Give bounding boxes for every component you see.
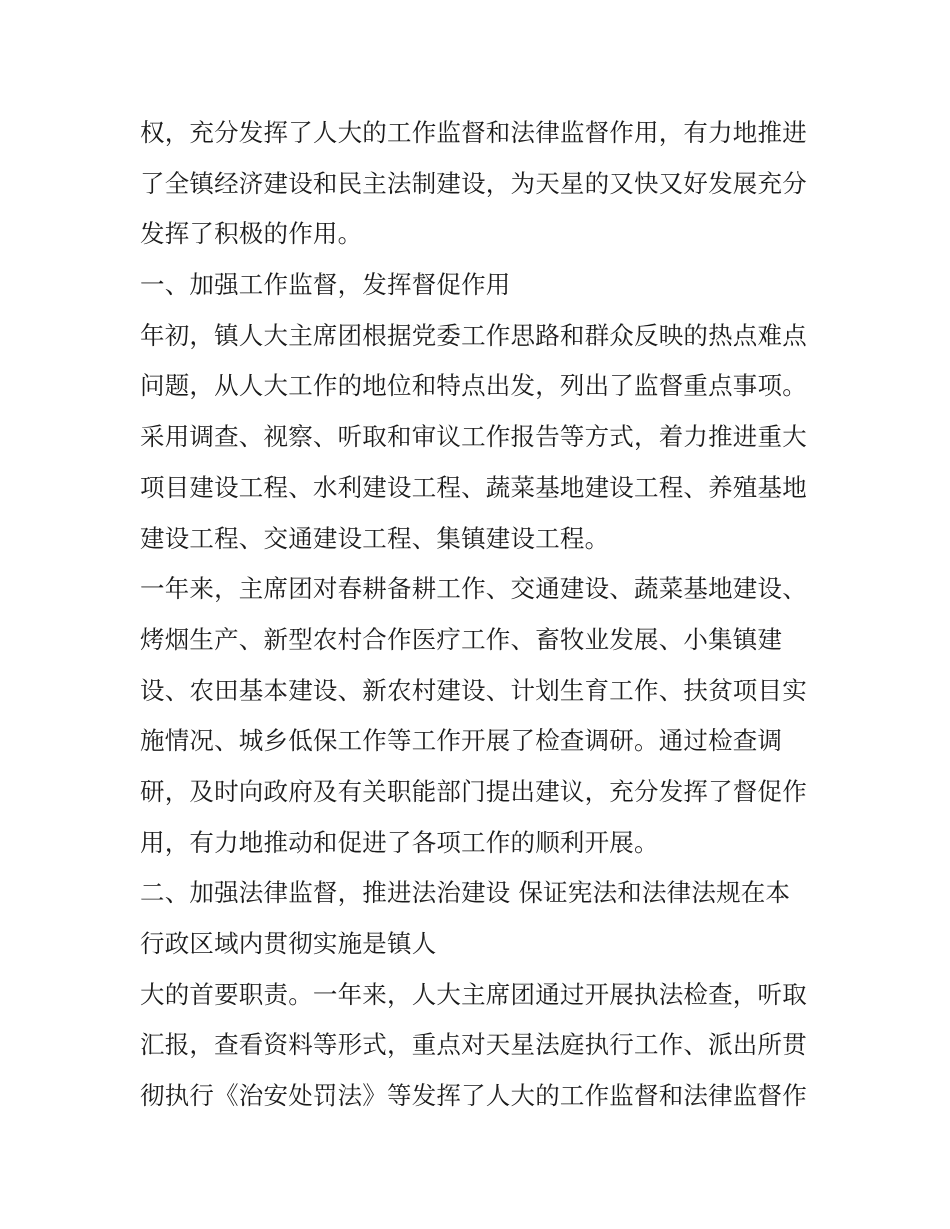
section-heading: 二、加强法律监督，推进法治建设 保证宪法和法律法规在本 <box>140 878 791 908</box>
text-line: 行政区域内贯彻实施是镇人 <box>140 929 437 958</box>
text-line: 研，及时向政府及有关职能部门提出建议，充分发挥了督促作 <box>140 776 807 806</box>
text-line: 施情况、城乡低保工作等工作开展了检查调研。通过检查调 <box>140 726 783 756</box>
section-heading: 一、加强工作监督，发挥督促作用 <box>140 270 511 300</box>
text-line: 彻执行《治安处罚法》等发挥了人大的工作监督和法律监督作 <box>140 1081 807 1111</box>
text-line: 用，有力地推动和促进了各项工作的顺利开展。 <box>140 827 659 857</box>
text-line: 项目建设工程、水利建设工程、蔬菜基地建设工程、养殖基地 <box>140 472 807 502</box>
text-line: 一年来，主席团对春耕备耕工作、交通建设、蔬菜基地建设、 <box>140 574 807 604</box>
text-line: 汇报，查看资料等形式，重点对天星法庭执行工作、派出所贯 <box>140 1030 807 1060</box>
document-body <box>140 108 820 1122</box>
text-line: 问题，从人大工作的地位和特点出发，列出了监督重点事项。 <box>140 371 807 401</box>
text-line: 年初，镇人大主席团根据党委工作思路和群众反映的热点难点 <box>140 320 807 350</box>
text-line: 了全镇经济建设和民主法制建设，为天星的又快又好发展充分 <box>140 168 807 198</box>
text-line: 设、农田基本建设、新农村建设、计划生育工作、扶贫项目实 <box>140 675 807 705</box>
text-line: 权，充分发挥了人大的工作监督和法律监督作用，有力地推进 <box>140 118 807 147</box>
text-line: 大的首要职责。一年来，人大主席团通过开展执法检查，听取 <box>140 979 807 1009</box>
text-line: 采用调查、视察、听取和审议工作报告等方式，着力推进重大 <box>140 422 807 452</box>
text-line: 发挥了积极的作用。 <box>140 219 363 249</box>
text-line: 烤烟生产、新型农村合作医疗工作、畜牧业发展、小集镇建 <box>140 624 783 654</box>
text-line: 建设工程、交通建设工程、集镇建设工程。 <box>140 523 610 553</box>
